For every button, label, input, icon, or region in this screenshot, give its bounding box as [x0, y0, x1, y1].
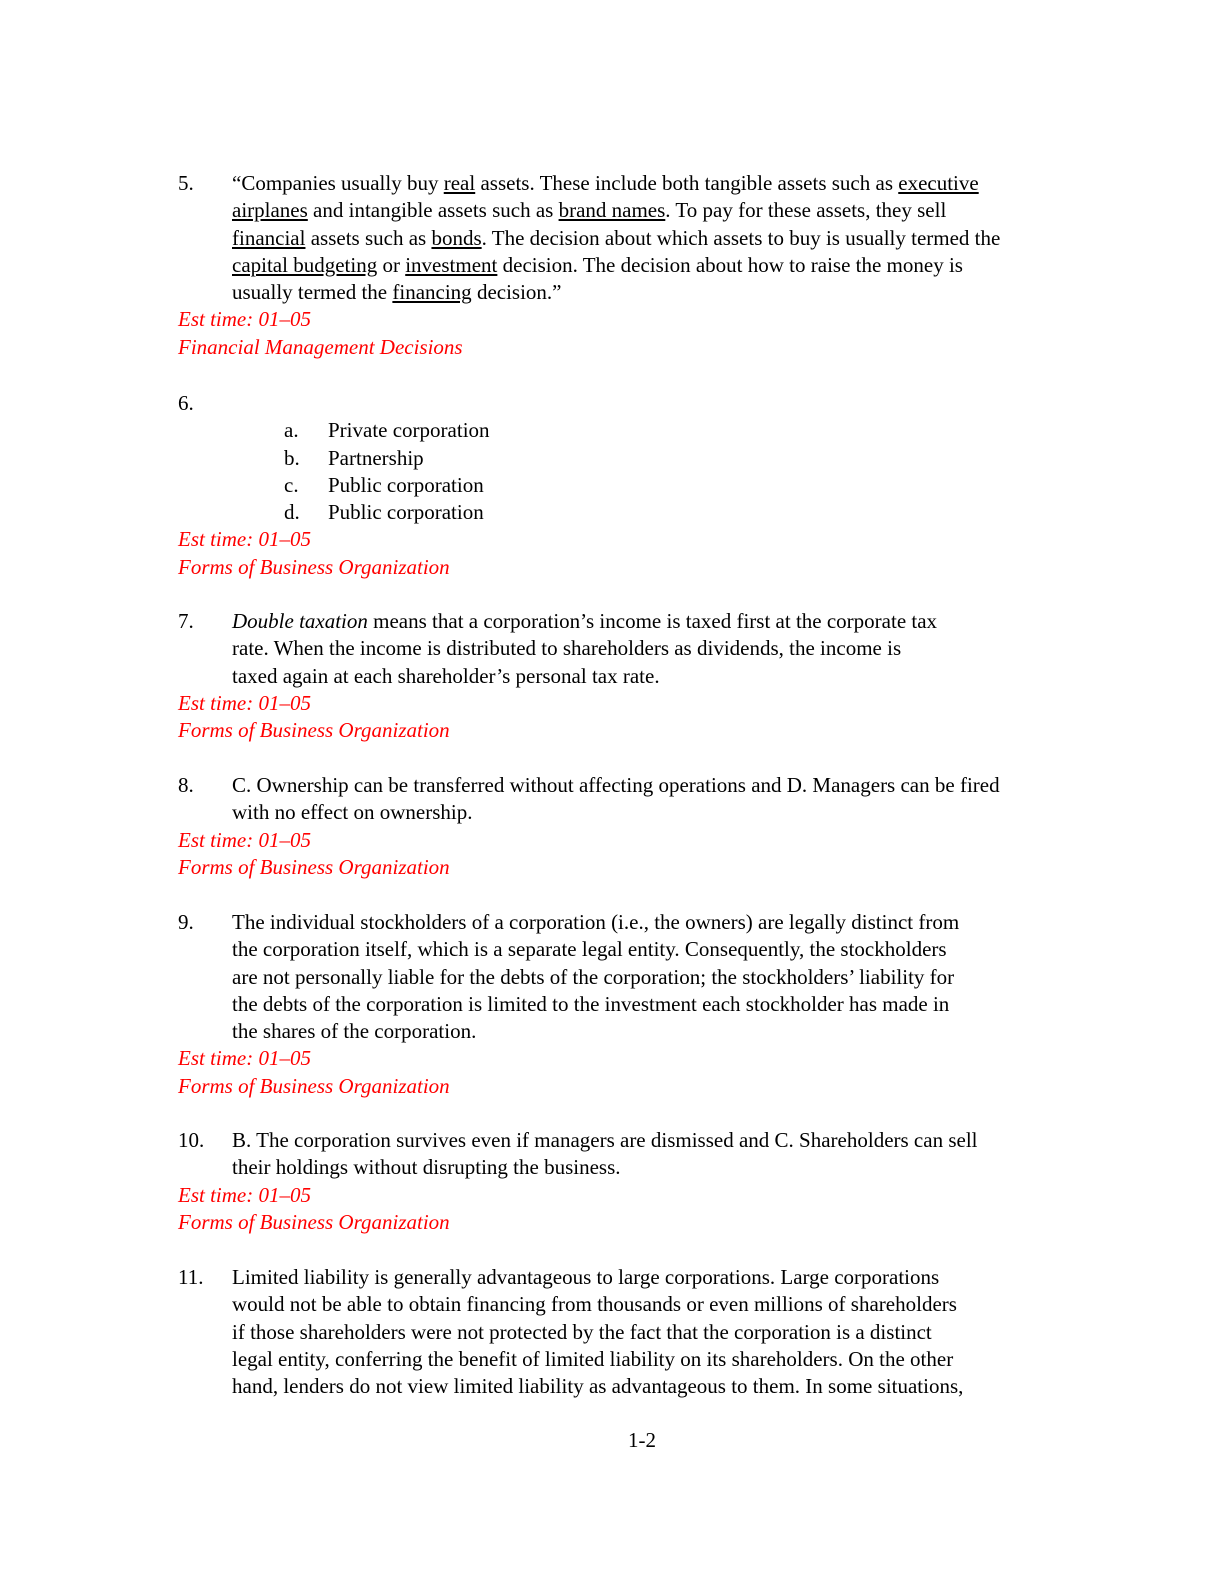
est-time: Est time: 01–05: [178, 690, 311, 715]
answer-11: [178, 1264, 1118, 1400]
question-number: 10.: [178, 1128, 205, 1152]
topic-label: Forms of Business Organization: [178, 1209, 450, 1234]
question-number: 8.: [178, 773, 194, 797]
list-item: b. Partnership: [284, 445, 424, 470]
topic-label: Forms of Business Organization: [178, 554, 450, 579]
underlined-term: capital budgeting: [232, 252, 378, 277]
list-item: c. Public corporation: [284, 472, 484, 497]
est-time: Est time: 01–05: [178, 1182, 311, 1207]
underlined-term: financing: [392, 280, 472, 305]
list-item: d. Public corporation: [284, 500, 484, 525]
answer-text: B. The corporation survives even if managers are dismissed and C. Shareholders can sell their holdings without disrupting the business.: [232, 1128, 978, 1180]
question-number: 5.: [178, 171, 194, 195]
topic-label: Forms of Business Organization: [178, 854, 450, 879]
answer-text: The individual stockholders of a corporation (i.e., the owners) are legally distinct from the corporation itself, which is a separate legal entity. Consequently, the stockholders are not personally liable for the debts of the corporation; the stockholders’ liability for the debts of the corporation is limited to the investment each stockholder has made in the shares of the corporation.: [232, 910, 960, 1044]
est-time: Est time: 01–05: [178, 307, 311, 332]
question-number: 7.: [178, 609, 194, 633]
answer-6: [178, 390, 1118, 581]
underlined-term: executive: [898, 171, 979, 195]
answer-10: [178, 1127, 1118, 1236]
question-number: 11.: [178, 1265, 204, 1289]
answer-text: Limited liability is generally advantageous to large corporations. Large corporations would not be able to obtain financing from thousands or even millions of shareholders if those shareholders were not protected by the fact that the corporation is a distinct legal entity, conferring the benefit of limited liability on its shareholders. On the other hand, lenders do not view limited liability as advantageous to them. In some situations,: [232, 1265, 964, 1399]
est-time: Est time: 01–05: [178, 1046, 311, 1071]
underlined-term: real: [443, 171, 476, 195]
answer-text: Double taxation means that a corporation’s income is taxed first at the corporate tax rate. When the income is distributed to shareholders as dividends, the income is taxed again at each shareholder’s personal tax rate.: [232, 609, 938, 688]
answer-8: [178, 772, 1118, 881]
underlined-term: bonds: [431, 225, 482, 250]
italic-term: Double taxation: [232, 609, 368, 633]
underlined-term: brand names: [558, 198, 666, 223]
underlined-term: investment: [405, 252, 498, 277]
topic-label: Financial Management Decisions: [178, 334, 463, 359]
topic-label: Forms of Business Organization: [178, 1073, 450, 1098]
answer-9: [178, 909, 1118, 1100]
page-number: 1-2: [628, 1428, 656, 1452]
answer-text: “Companies usually buy real assets. These include both tangible assets such as executive airplanes and intangible assets such as brand names. To pay for these assets, they sell financial assets such as bonds. The decision about which assets to buy is usually termed the capital budgeting or investment decision. The decision about how to raise the money is usually termed the financing decision.”: [232, 171, 1001, 305]
topic-label: Forms of Business Organization: [178, 718, 450, 743]
est-time: Est time: 01–05: [178, 527, 311, 552]
est-time: Est time: 01–05: [178, 827, 311, 852]
underlined-term: airplanes: [232, 198, 308, 223]
question-number: 6.: [178, 391, 194, 415]
answer-text: C. Ownership can be transferred without affecting operations and D. Managers can be fired with no effect on ownership.: [232, 773, 1000, 825]
answer-7: [178, 608, 1118, 744]
question-number: 9.: [178, 910, 194, 934]
list-item: a. Private corporation: [284, 418, 490, 443]
underlined-term: financial: [232, 225, 306, 250]
answer-5: [178, 170, 1118, 361]
